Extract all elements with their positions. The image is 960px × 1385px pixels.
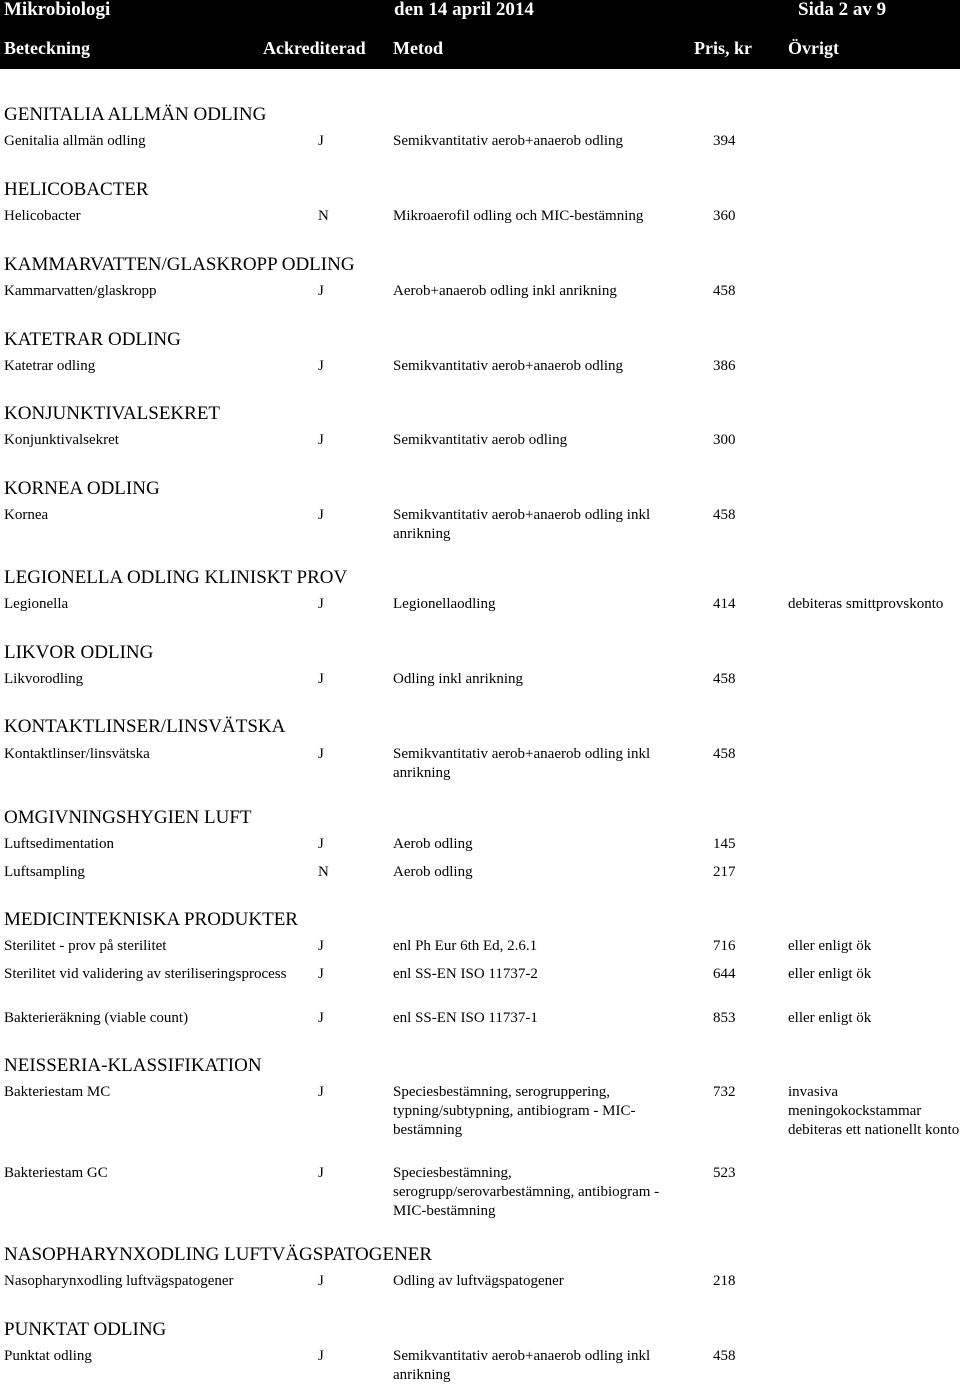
method-text: Semikvantitativ aerob+anaerob odling [393, 358, 624, 374]
section-title: NASOPHARYNXODLING LUFTVÄGSPATOGENER [4, 1244, 433, 1265]
analysis-name: Bakteriestam MC [4, 1084, 111, 1100]
section-title: LEGIONELLA ODLING KLINISKT PROV [4, 567, 348, 588]
analysis-name: Kornea [4, 507, 49, 523]
method-text: Semikvantitativ aerob odling [393, 432, 568, 448]
accredited-flag: J [318, 1010, 324, 1026]
method-text: Speciesbestämning, serogrupp/serovarbestämning, antibiogram - MIC-bestämning [393, 1165, 660, 1219]
method-text: enl SS-EN ISO 11737-2 [393, 966, 538, 982]
accredited-flag: N [318, 208, 329, 224]
accredited-flag: J [318, 1273, 324, 1289]
accredited-flag: J [318, 507, 324, 523]
page-header [0, 0, 960, 69]
remark-text: eller enligt ök [788, 966, 872, 982]
accredited-flag: J [318, 836, 324, 852]
accredited-flag: J [318, 1084, 324, 1100]
method-text: enl SS-EN ISO 11737-1 [393, 1010, 538, 1026]
price-value: 300 [713, 432, 736, 448]
price-value: 853 [713, 1010, 736, 1026]
date-label: den 14 april 2014 [394, 0, 534, 20]
accredited-flag: J [318, 432, 324, 448]
method-text: Aerob odling [393, 864, 473, 880]
accredited-flag: J [318, 1348, 324, 1364]
accredited-flag: J [318, 133, 324, 149]
column-header-beteckning: Beteckning [4, 38, 91, 58]
method-text: Aerob+anaerob odling inkl anrikning [393, 283, 617, 299]
method-text: Speciesbestämning, serogruppering, typning/subtypning, antibiogram - MIC-bestämning [393, 1084, 636, 1138]
price-value: 458 [713, 1348, 736, 1364]
analysis-name: Punktat odling [4, 1348, 92, 1364]
section-title: LIKVOR ODLING [4, 642, 154, 663]
price-value: 458 [713, 283, 736, 299]
remark-text: eller enligt ök [788, 1010, 872, 1026]
analysis-name: Sterilitet - prov på sterilitet [4, 938, 167, 954]
price-value: 716 [713, 938, 736, 954]
analysis-name: Helicobacter [4, 208, 81, 224]
method-text: Odling av luftvägspatogener [393, 1273, 564, 1289]
price-value: 644 [713, 966, 736, 982]
accredited-flag: N [318, 864, 329, 880]
column-header-metod: Metod [393, 38, 443, 58]
analysis-name: Likvorodling [4, 671, 84, 687]
section-title: KONTAKTLINSER/LINSVÄTSKA [4, 716, 286, 737]
method-text: enl Ph Eur 6th Ed, 2.6.1 [393, 938, 538, 954]
column-header-ovrigt: Övrigt [788, 38, 839, 58]
method-text: Odling inkl anrikning [393, 671, 523, 687]
price-value: 145 [713, 836, 736, 852]
accredited-flag: J [318, 966, 324, 982]
analysis-name: Legionella [4, 596, 69, 612]
accredited-flag: J [318, 671, 324, 687]
method-text: Semikvantitativ aerob+anaerob odling inkl anrikning [393, 746, 651, 781]
price-value: 217 [713, 864, 736, 880]
price-value: 360 [713, 208, 736, 224]
price-value: 458 [713, 671, 736, 687]
column-header-pris: Pris, kr [694, 38, 752, 58]
price-value: 386 [713, 358, 736, 374]
method-text: Semikvantitativ aerob+anaerob odling inkl anrikning [393, 1348, 651, 1383]
method-text: Mikroaerofil odling och MIC-bestämning [393, 208, 644, 224]
analysis-name: Luftsedimentation [4, 836, 114, 852]
section-title: HELICOBACTER [4, 179, 149, 200]
section-title: KORNEA ODLING [4, 478, 160, 499]
page-number: Sida 2 av 9 [798, 0, 887, 20]
remark-text: invasiva meningokockstammar debiteras ett nationellt konto [788, 1084, 960, 1138]
section-title: MEDICINTEKNISKA PRODUKTER [4, 909, 298, 930]
department-label: Mikrobiologi [4, 0, 111, 20]
price-value: 414 [713, 596, 736, 612]
price-value: 732 [713, 1084, 736, 1100]
method-text: Aerob odling [393, 836, 473, 852]
section-title: OMGIVNINGSHYGIEN LUFT [4, 807, 252, 828]
accredited-flag: J [318, 746, 324, 762]
section-title: KAMMARVATTEN/GLASKROPP ODLING [4, 254, 355, 275]
section-title: GENITALIA ALLMÄN ODLING [4, 104, 267, 125]
price-value: 218 [713, 1273, 736, 1289]
method-text: Semikvantitativ aerob+anaerob odling inkl anrikning [393, 507, 651, 542]
accredited-flag: J [318, 283, 324, 299]
section-title: PUNKTAT ODLING [4, 1319, 167, 1340]
price-value: 394 [713, 133, 736, 149]
analysis-name: Bakterieräkning (viable count) [4, 1010, 189, 1026]
accredited-flag: J [318, 596, 324, 612]
remark-text: debiteras smittprovskonto [788, 596, 944, 612]
section-title: KONJUNKTIVALSEKRET [4, 403, 221, 424]
method-text: Semikvantitativ aerob+anaerob odling [393, 133, 624, 149]
section-title: KATETRAR ODLING [4, 329, 181, 350]
price-value: 523 [713, 1165, 736, 1181]
remark-text: eller enligt ök [788, 938, 872, 954]
price-value: 458 [713, 507, 736, 523]
analysis-name: Luftsampling [4, 864, 85, 880]
accredited-flag: J [318, 1165, 324, 1181]
analysis-name: Sterilitet vid validering av steriliseringsprocess [4, 966, 287, 982]
analysis-name: Kontaktlinser/linsvätska [4, 746, 150, 762]
accredited-flag: J [318, 938, 324, 954]
analysis-name: Katetrar odling [4, 358, 96, 374]
analysis-name: Genitalia allmän odling [4, 133, 146, 149]
accredited-flag: J [318, 358, 324, 374]
analysis-name: Bakteriestam GC [4, 1165, 108, 1181]
analysis-name: Kammarvatten/glaskropp [4, 283, 157, 299]
method-text: Legionellaodling [393, 596, 496, 612]
analysis-name: Nasopharynxodling luftvägspatogener [4, 1273, 234, 1289]
price-value: 458 [713, 746, 736, 762]
analysis-name: Konjunktivalsekret [4, 432, 119, 448]
section-title: NEISSERIA-KLASSIFIKATION [4, 1055, 262, 1076]
column-header-ackrediterad: Ackrediterad [263, 38, 366, 58]
